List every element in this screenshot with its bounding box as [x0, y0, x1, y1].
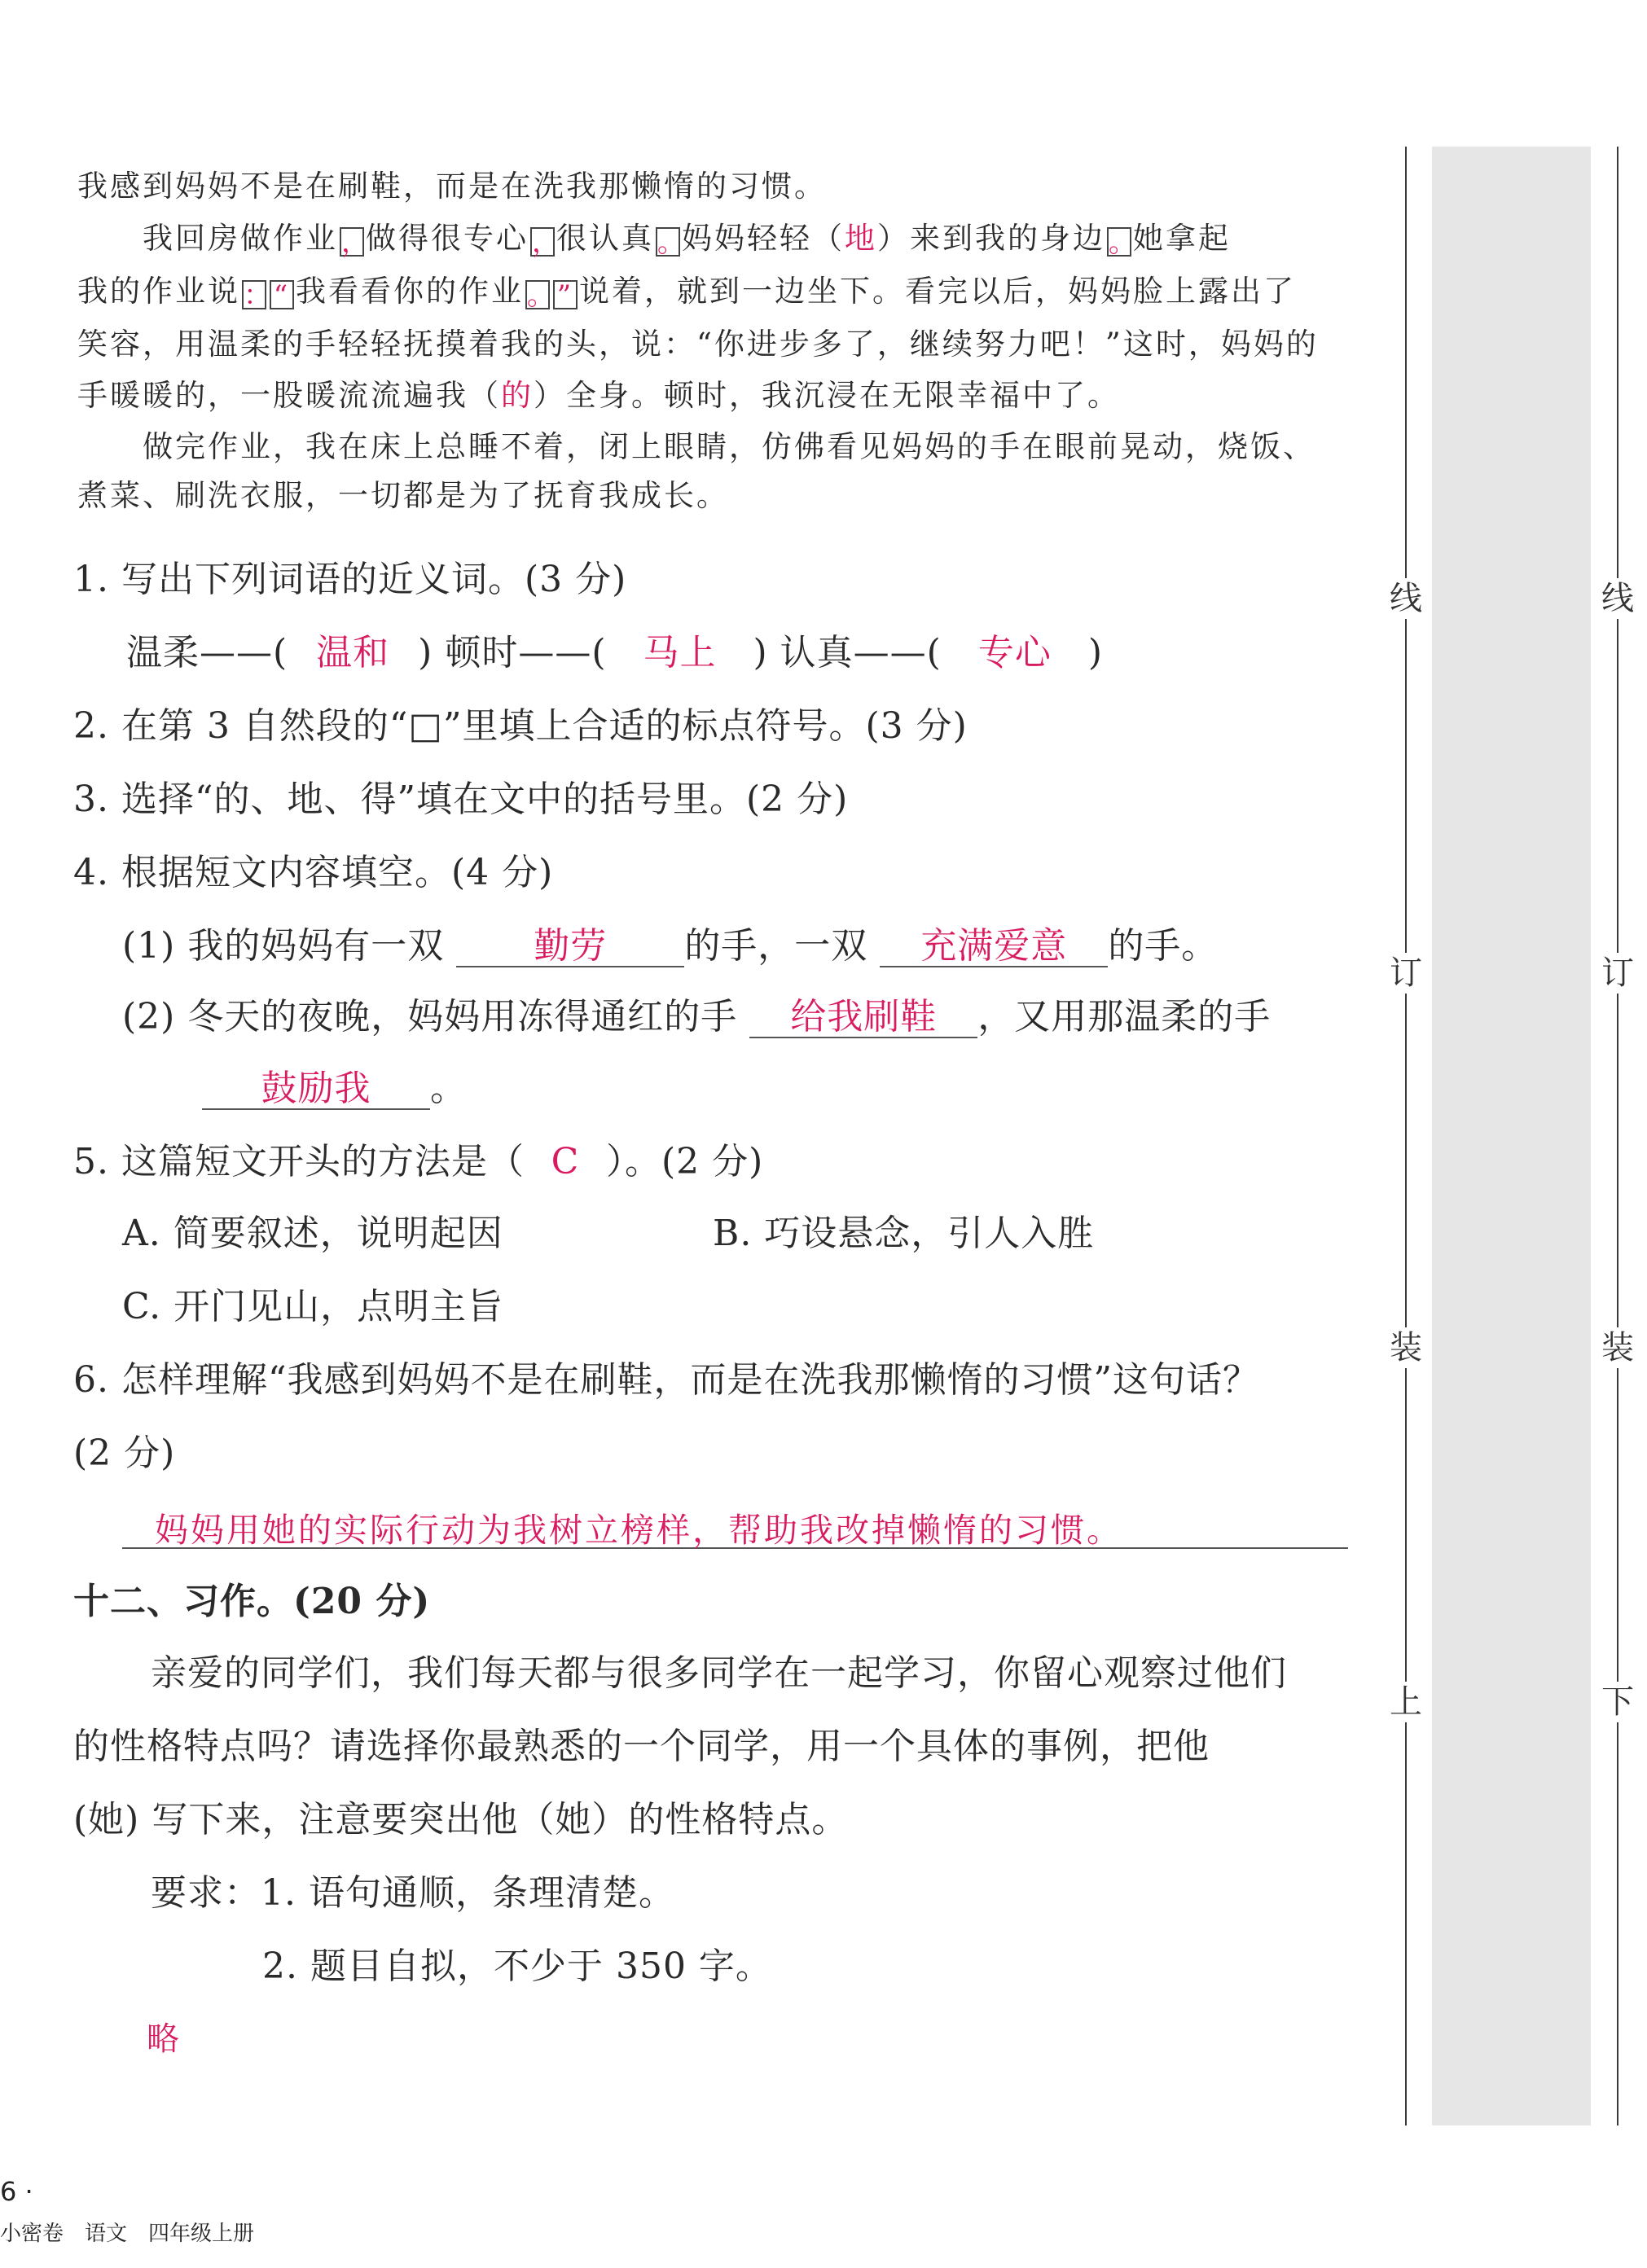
answer-de-di: 地 — [845, 221, 877, 256]
option-c: C. 开门见山，点明主旨 — [122, 1286, 504, 1327]
punct-box: 。 — [1109, 226, 1139, 259]
answer-choice: C — [551, 1141, 580, 1182]
answer-synonym: 马上 — [643, 632, 717, 673]
question-3-title: 3. 选择“的、地、得”填在文中的括号里。(2 分) — [73, 779, 849, 820]
question-5-title: 5. 这篇短文开头的方法是（ C ）。(2 分) — [73, 1141, 764, 1182]
section-12-title: 十二、习作。(20 分) — [73, 1581, 431, 1622]
section-12-line: (她) 写下来，注意要突出他（她）的性格特点。 — [73, 1799, 849, 1840]
margin-char: 线 — [1597, 578, 1638, 619]
margin-char: 订 — [1386, 953, 1426, 994]
punct-box: ， — [341, 226, 371, 259]
punct-box: 。 — [527, 279, 557, 312]
answer-blank: 给我刷鞋 — [749, 998, 977, 1038]
section-12-answer: 略 — [147, 2020, 179, 2058]
margin-char: 订 — [1597, 953, 1638, 994]
answer-blank: 鼓励我 — [202, 1069, 430, 1110]
requirement-1: 要求：1. 语句通顺，条理清楚。 — [151, 1872, 675, 1914]
question-2-title: 2. 在第 3 自然段的“□”里填上合适的标点符号。(3 分) — [73, 705, 968, 747]
punct-box: 。 — [657, 226, 687, 259]
passage-line: 我感到妈妈不是在刷鞋，而是在洗我那懒惰的习惯。 — [77, 169, 827, 204]
binding-line-left — [1405, 147, 1407, 2125]
margin-char: 线 — [1386, 578, 1426, 619]
passage-p4-line1: 做完作业，我在床上总睡不着，闭上眼睛，仿佛看见妈妈的手在眼前晃动，烧饭、 — [143, 429, 1315, 464]
answer-synonym: 专心 — [977, 632, 1052, 673]
passage-p3-line2: 我的作业说 ：“ 我看看你的作业 。” 说着，就到一边坐下。看完以后，妈妈脸上露出了 — [77, 274, 1296, 312]
binding-line-right — [1617, 147, 1618, 2125]
book-title: 小密卷 语文 四年级上册 — [0, 2222, 255, 2246]
question-6-score: (2 分) — [73, 1432, 176, 1474]
passage-p3-line4: 手暖暖的，一股暖流流遍我（的）全身。顿时，我沉浸在无限幸福中了。 — [77, 371, 1120, 415]
option-a: A. 简要叙述，说明起因 — [122, 1213, 503, 1254]
punct-box: ” — [553, 280, 578, 309]
margin-char: 装 — [1386, 1327, 1426, 1368]
question-4-title: 4. 根据短文内容填空。(4 分) — [73, 852, 554, 893]
question-6-title: 6. 怎样理解“我感到妈妈不是在刷鞋，而是在洗我那懒惰的习惯”这句话？ — [73, 1359, 1259, 1401]
question-1-answers: 温柔——( 温和 ) 顿时——( 马上 ) 认真——( 专心 ) — [126, 623, 1103, 675]
answer-line — [122, 1498, 1348, 1549]
question-6-answer: 妈妈用她的实际行动为我树立榜样，帮助我改掉懒惰的习惯。 — [155, 1511, 1122, 1550]
section-12-line: 亲爱的同学们，我们每天都与很多同学在一起学习，你留心观察过他们 — [151, 1652, 1287, 1694]
passage-p4-line2: 煮菜、刷洗衣服，一切都是为了抚育我成长。 — [77, 478, 729, 513]
answer-de-di: 的 — [501, 378, 534, 413]
question-1-title: 1. 写出下列词语的近义词。(3 分) — [73, 559, 627, 600]
passage-p3-line1: 我回房做作业 ，做得很专心 ，很认真 。妈妈轻轻（地）来到我的身边 。她拿起 — [143, 213, 1231, 257]
punct-box: “ — [270, 280, 294, 309]
passage-p3-line3: 笑容，用温柔的手轻轻抚摸着我的头，说：“你进步多了，继续努力吧！”这时，妈妈的 — [77, 327, 1319, 362]
page-number: 6 · — [0, 2176, 33, 2207]
punct-box: ： — [244, 279, 274, 312]
margin-char: 装 — [1597, 1327, 1638, 1368]
binding-margin-panel — [1432, 147, 1591, 2125]
question-4-item-2: (2) 冬天的夜晚，妈妈用冻得通红的手 给我刷鞋 ，又用那温柔的手 — [122, 996, 1271, 1037]
answer-synonym: 温和 — [316, 632, 390, 673]
punct-box: ， — [532, 226, 562, 259]
question-4-item-2-cont: 鼓励我 。 — [202, 1059, 467, 1111]
margin-char: 上 — [1386, 1682, 1426, 1722]
answer-blank: 勤劳 — [456, 927, 684, 967]
section-12-line: 的性格特点吗？请选择你最熟悉的一个同学，用一个具体的事例，把他 — [73, 1726, 1210, 1767]
answer-blank: 充满爱意 — [880, 927, 1108, 967]
option-b: B. 巧设悬念，引人入胜 — [713, 1213, 1095, 1254]
margin-char: 下 — [1597, 1682, 1638, 1722]
requirement-2: 2. 题目自拟，不少于 350 字。 — [262, 1946, 772, 1987]
question-4-item-1: (1) 我的妈妈有一双 勤劳 的手，一双 充满爱意 的手。 — [122, 925, 1219, 967]
